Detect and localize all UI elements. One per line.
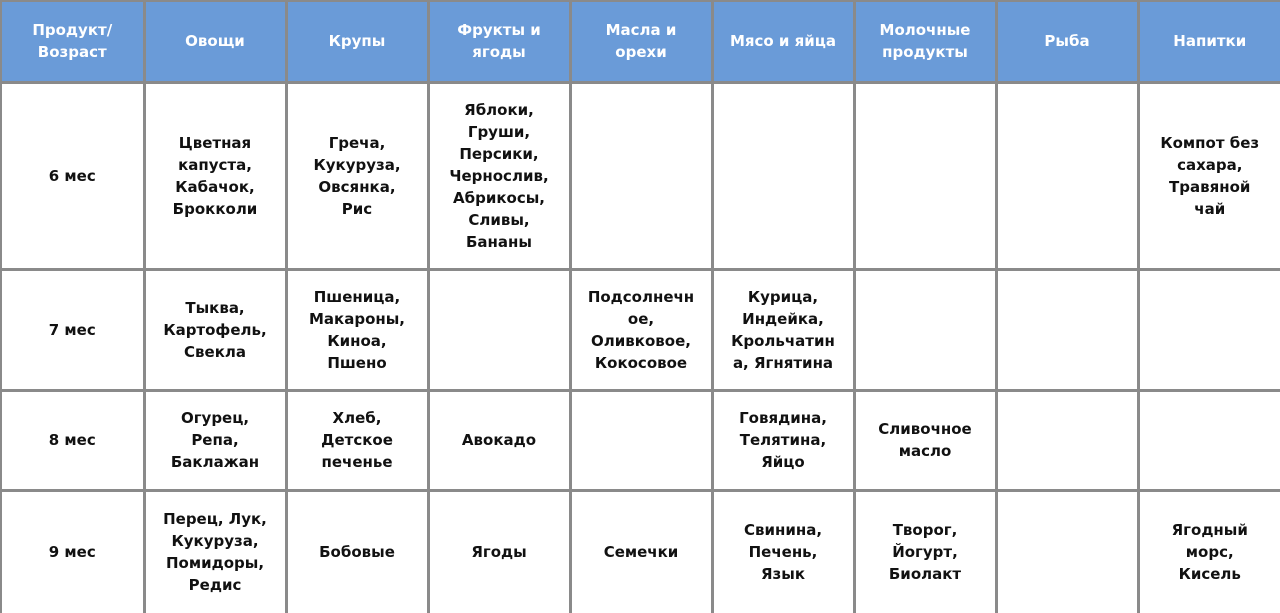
age-cell: 8 мес <box>1 390 144 490</box>
table-cell: Ягоды <box>428 490 570 613</box>
table-cell <box>996 490 1138 613</box>
header-cell-fish: Рыба <box>996 1 1138 82</box>
age-cell: 9 мес <box>1 490 144 613</box>
table-cell <box>996 269 1138 390</box>
table-cell <box>854 269 996 390</box>
age-cell: 6 мес <box>1 82 144 269</box>
header-cell-vegetables: Овощи <box>144 1 286 82</box>
table-cell: Подсолнечн ое, Оливковое, Кокосовое <box>570 269 712 390</box>
table-cell: Творог, Йогурт, Биолакт <box>854 490 996 613</box>
table-cell: Перец, Лук, Кукуруза, Помидоры, Редис <box>144 490 286 613</box>
table-cell: Пшеница, Макароны, Киноа, Пшено <box>286 269 428 390</box>
table-cell <box>1138 390 1280 490</box>
table-cell: Курица, Индейка, Крольчатин а, Ягнятина <box>712 269 854 390</box>
table-cell <box>996 390 1138 490</box>
header-cell-drinks: Напитки <box>1138 1 1280 82</box>
table-row <box>1 390 1280 490</box>
table-cell: Тыква, Картофель, Свекла <box>144 269 286 390</box>
age-cell: 7 мес <box>1 269 144 390</box>
table-cell: Свинина, Печень, Язык <box>712 490 854 613</box>
table-cell: Семечки <box>570 490 712 613</box>
table-cell <box>996 82 1138 269</box>
table-cell <box>854 82 996 269</box>
table-cell <box>428 269 570 390</box>
table-cell: Огурец, Репа, Баклажан <box>144 390 286 490</box>
header-cell-fruits-berries: Фрукты и ягоды <box>428 1 570 82</box>
header-cell-product-age: Продукт/ Возраст <box>1 1 144 82</box>
table-cell <box>712 82 854 269</box>
table-cell: Хлеб, Детское печенье <box>286 390 428 490</box>
table-cell: Греча, Кукуруза, Овсянка, Рис <box>286 82 428 269</box>
header-cell-meat-eggs: Мясо и яйца <box>712 1 854 82</box>
table-cell <box>1138 269 1280 390</box>
table-cell: Авокадо <box>428 390 570 490</box>
header-cell-cereals: Крупы <box>286 1 428 82</box>
table-cell: Говядина, Телятина, Яйцо <box>712 390 854 490</box>
table-cell: Сливочное масло <box>854 390 996 490</box>
table-cell: Компот без сахара, Травяной чай <box>1138 82 1280 269</box>
table-row <box>1 490 1280 613</box>
table-row <box>1 82 1280 269</box>
table-cell: Яблоки, Груши, Персики, Чернослив, Абрикосы, Сливы, Бананы <box>428 82 570 269</box>
header-cell-dairy: Молочные продукты <box>854 1 996 82</box>
table-cell: Бобовые <box>286 490 428 613</box>
table-row <box>1 269 1280 390</box>
table-cell <box>570 82 712 269</box>
table-cell <box>570 390 712 490</box>
table-cell: Цветная капуста, Кабачок, Брокколи <box>144 82 286 269</box>
header-cell-oils-nuts: Масла и орехи <box>570 1 712 82</box>
header-row <box>1 1 1280 82</box>
table-cell: Ягодный морс, Кисель <box>1138 490 1280 613</box>
